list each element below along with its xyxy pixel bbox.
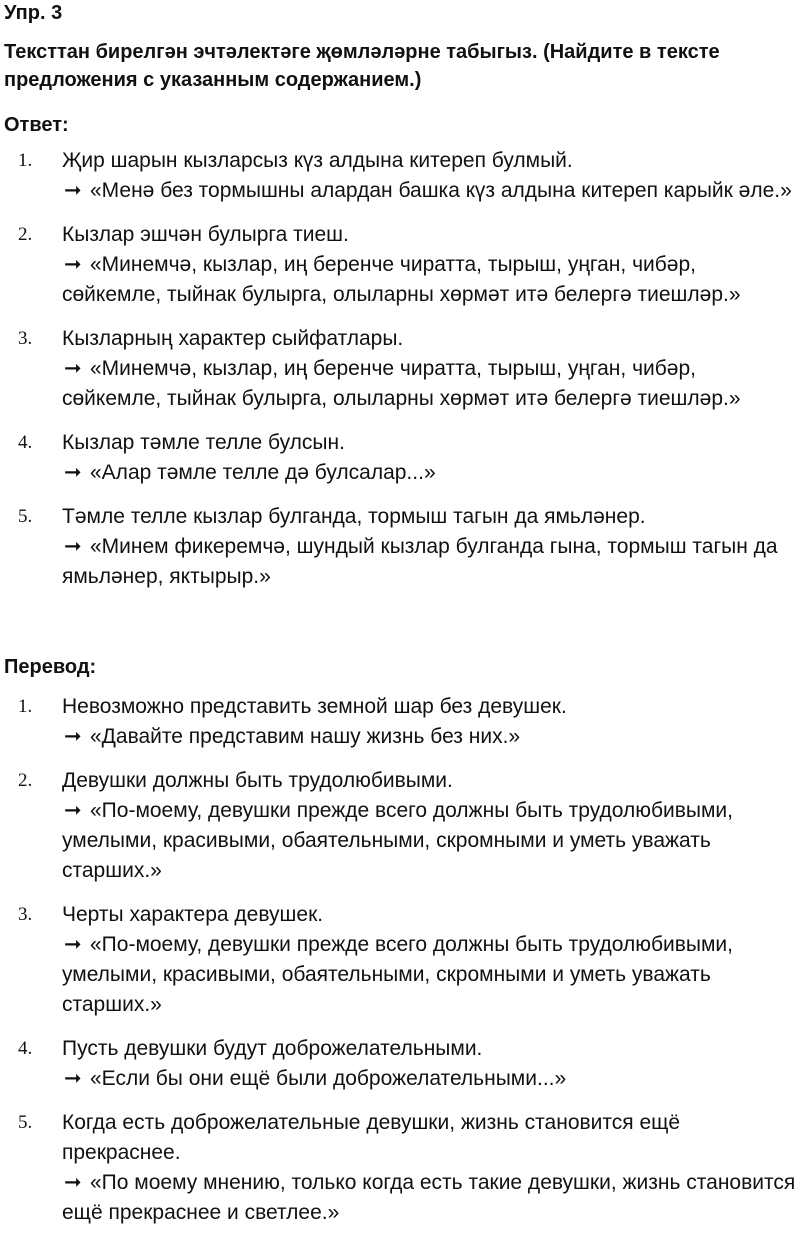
item-quote: «Минемчә, кызлар, иң беренче чиратта, тырыш, уңган, чибәр, сөйкемле, тыйнак булырга, олыларны хөрмәт итә белергә тиешләр.» <box>62 253 741 306</box>
item-number: 2. <box>18 770 33 791</box>
item-text: Пусть девушки будут доброжелательными. <box>62 1037 483 1060</box>
item-text: Кызлар тәмле телле булсын. <box>62 431 345 454</box>
translation-list <box>0 692 800 1242</box>
list-item <box>0 146 800 206</box>
item-quote-line <box>62 1064 800 1094</box>
item-quote: «Минемчә, кызлар, иң беренче чиратта, тырыш, уңган, чибәр, сөйкемле, тыйнак булырга, олыларны хөрмәт итә белергә тиешләр.» <box>62 357 741 410</box>
item-quote-line <box>62 930 800 1020</box>
right-arrow-icon: ➞ <box>64 725 82 748</box>
list-item <box>0 428 800 488</box>
list-item <box>0 220 800 310</box>
right-arrow-icon: ➞ <box>64 461 82 484</box>
item-quote-line <box>62 250 800 310</box>
answer-label: Ответ: <box>4 114 69 136</box>
item-quote: «Если бы они ещё были доброжелательными...» <box>90 1067 567 1090</box>
right-arrow-icon: ➞ <box>64 799 82 822</box>
task-text: Тексттан бирелгән эчтәлектәге җөмләләрне табыгыз. (Найдите в тексте предложения с указанным содержанием.) <box>4 41 720 91</box>
item-number: 5. <box>18 1112 33 1133</box>
item-text: Черты характера девушек. <box>62 903 324 926</box>
item-quote: «По-моему, девушки прежде всего должны быть трудолюбивыми, умелыми, красивыми, обаятельными, скромными и уметь уважать старших.» <box>62 799 733 882</box>
list-item <box>0 502 800 592</box>
item-number: 3. <box>18 328 33 349</box>
item-text: Кызларның характер сыйфатлары. <box>62 327 404 350</box>
right-arrow-icon: ➞ <box>64 179 82 202</box>
item-number: 4. <box>18 1038 33 1059</box>
item-number: 2. <box>18 224 33 245</box>
item-quote: «Менә без тормышны алардан башка күз алдына китереп карыйк әле.» <box>90 179 792 202</box>
item-text: Невозможно представить земной шар без девушек. <box>62 695 567 718</box>
answer-list <box>0 146 800 606</box>
item-number: 1. <box>18 696 33 717</box>
item-quote: «Давайте представим нашу жизнь без них.» <box>90 725 521 748</box>
item-text: Кызлар эшчән булырга тиеш. <box>62 223 349 246</box>
right-arrow-icon: ➞ <box>64 535 82 558</box>
item-quote: «По-моему, девушки прежде всего должны быть трудолюбивыми, умелыми, красивыми, обаятельными, скромными и уметь уважать старших.» <box>62 933 733 1016</box>
item-quote-line <box>62 532 800 592</box>
list-item <box>0 1108 800 1228</box>
item-quote-line <box>62 354 800 414</box>
list-item <box>0 900 800 1020</box>
item-quote-line <box>62 796 800 886</box>
right-arrow-icon: ➞ <box>64 253 82 276</box>
item-quote: «По моему мнению, только когда есть такие девушки, жизнь становится ещё прекраснее и светлее.» <box>62 1171 796 1224</box>
item-quote: «Алар тәмле телле дә булсалар...» <box>90 461 436 484</box>
item-quote-line <box>62 458 800 488</box>
right-arrow-icon: ➞ <box>64 933 82 956</box>
item-quote-line <box>62 722 800 752</box>
item-text: Когда есть доброжелательные девушки, жизнь становится ещё прекраснее. <box>62 1111 681 1164</box>
translation-label: Перевод: <box>4 656 97 678</box>
item-quote-line <box>62 1168 800 1228</box>
item-number: 5. <box>18 506 33 527</box>
right-arrow-icon: ➞ <box>64 357 82 380</box>
exercise-title: Упр. 3 <box>4 2 63 24</box>
right-arrow-icon: ➞ <box>64 1171 82 1194</box>
list-item <box>0 324 800 414</box>
item-text: Җир шарын кызларсыз күз алдына китереп булмый. <box>62 149 573 172</box>
right-arrow-icon: ➞ <box>64 1067 82 1090</box>
item-text: Тәмле телле кызлар булганда, тормыш тагын да ямьләнер. <box>62 505 646 528</box>
list-item <box>0 766 800 886</box>
list-item <box>0 692 800 752</box>
item-number: 3. <box>18 904 33 925</box>
item-quote-line <box>62 176 800 206</box>
item-text: Девушки должны быть трудолюбивыми. <box>62 769 453 792</box>
item-number: 1. <box>18 150 33 171</box>
item-number: 4. <box>18 432 33 453</box>
list-item <box>0 1034 800 1094</box>
item-quote: «Минем фикеремчә, шундый кызлар булганда гына, тормыш тагын да ямьләнер, яктырыр.» <box>62 535 778 588</box>
